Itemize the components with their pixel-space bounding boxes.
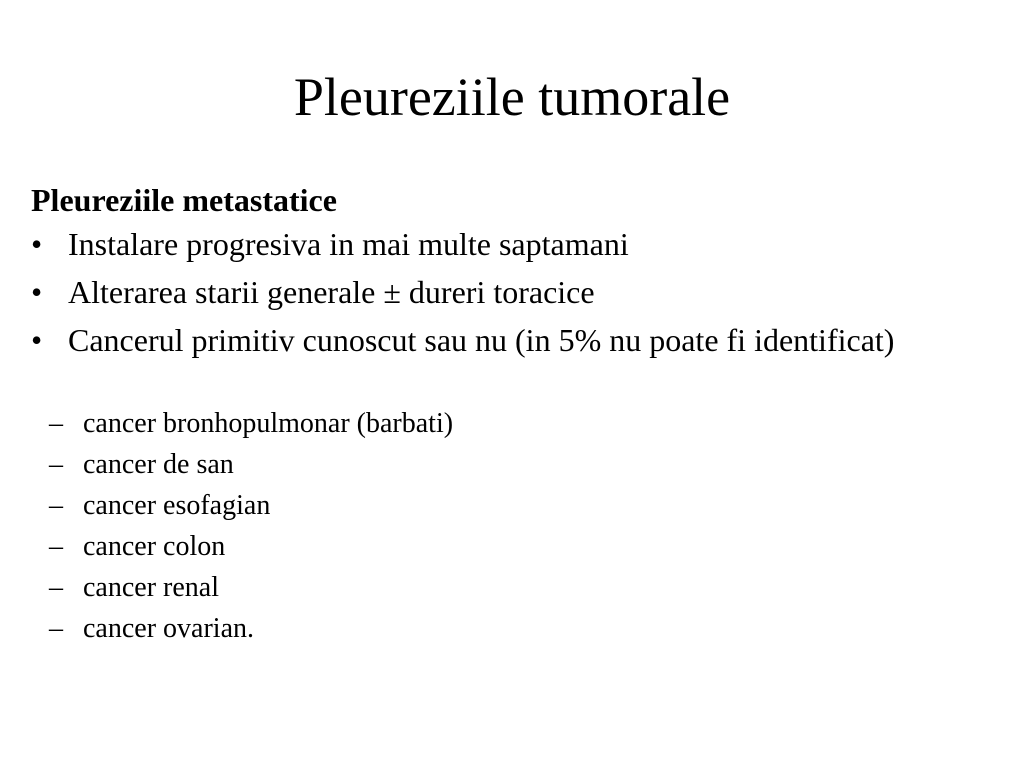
sub-bullet-text: cancer de san xyxy=(83,449,234,480)
sub-bullet-item xyxy=(49,408,453,440)
sub-bullet-item xyxy=(49,490,453,522)
sub-bullet-item xyxy=(49,613,453,645)
bullet-list xyxy=(31,226,931,358)
bullet-text: Alterarea starii generale ± dureri toracice xyxy=(68,274,595,310)
sub-bullet-text: cancer esofagian xyxy=(83,490,271,521)
dash-icon: – xyxy=(49,449,63,480)
bullet-icon: • xyxy=(31,226,43,262)
bullet-item xyxy=(31,226,931,262)
bullet-item xyxy=(31,274,931,310)
bullet-icon: • xyxy=(31,322,43,358)
slide-body xyxy=(31,178,931,370)
sub-bullet-list xyxy=(49,408,453,654)
dash-icon: – xyxy=(49,613,63,644)
sub-bullet-text: cancer bronhopulmonar (barbati) xyxy=(83,408,454,439)
bullet-icon: • xyxy=(31,274,43,310)
sub-bullet-item xyxy=(49,572,453,604)
dash-icon: – xyxy=(49,408,63,439)
bullet-text: Instalare progresiva in mai multe saptamani xyxy=(68,226,629,262)
sub-bullet-text: cancer renal xyxy=(83,572,219,603)
bullet-item xyxy=(31,322,931,358)
sub-bullet-text: cancer ovarian. xyxy=(83,613,254,644)
sub-bullet-item xyxy=(49,531,453,563)
slide-title: Pleureziile tumorale xyxy=(293,67,731,127)
dash-icon: – xyxy=(49,531,63,562)
sub-bullet-item xyxy=(49,449,453,481)
dash-icon: – xyxy=(49,572,63,603)
section-subheading: Pleureziile metastatice xyxy=(31,182,337,218)
sub-bullet-text: cancer colon xyxy=(83,531,226,562)
dash-icon: – xyxy=(49,490,63,521)
bullet-text: Cancerul primitiv cunoscut sau nu (in 5% nu poate fi identificat) xyxy=(68,322,895,358)
